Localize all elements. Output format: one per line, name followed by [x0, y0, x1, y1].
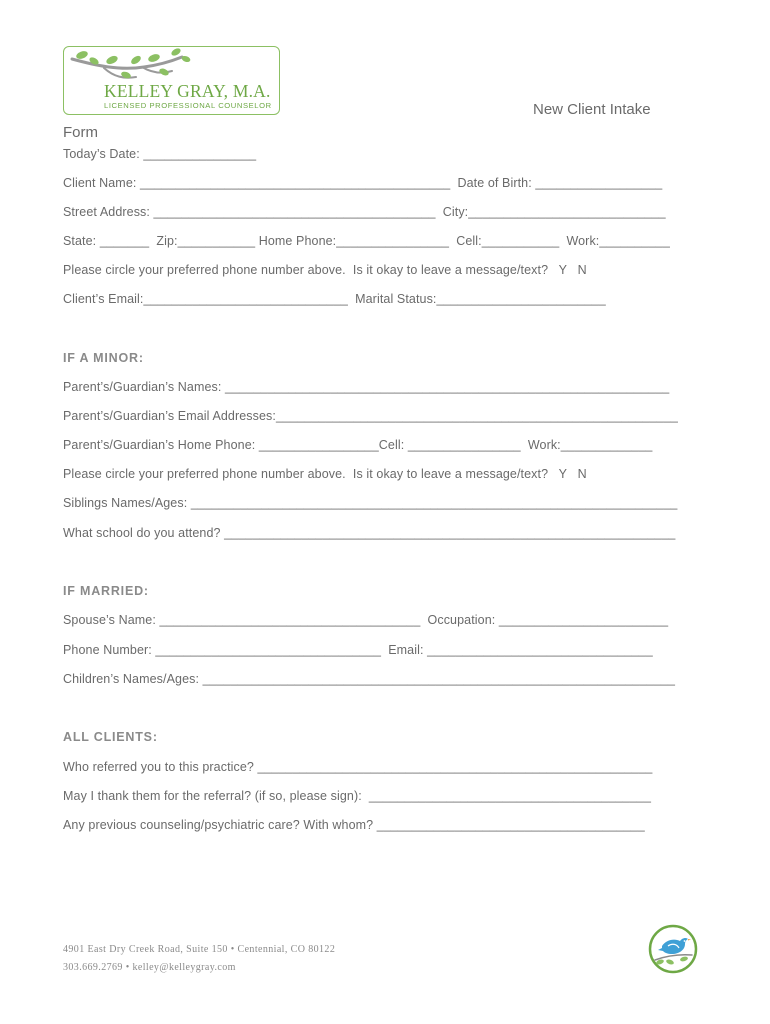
logo-subtitle: LICENSED PROFESSIONAL COUNSELOR: [104, 101, 272, 110]
bird-badge-icon: [648, 924, 698, 974]
logo-name: KELLEY GRAY, M.A.: [104, 81, 271, 101]
state-zip-phones-field[interactable]: State: _______ Zip:___________ Home Phone:________________ Cell:___________ Work:__________: [63, 234, 670, 248]
form-title: New Client Intake: [533, 101, 651, 118]
guardian-emails-field[interactable]: Parent’s/Guardian’s Email Addresses:_________________________________________________________: [63, 409, 678, 423]
children-field[interactable]: Children’s Names/Ages: ___________________________________________________________________: [63, 672, 676, 686]
referral-source-field[interactable]: Who referred you to this practice? ________________________________________________________: [63, 760, 653, 774]
siblings-field[interactable]: Siblings Names/Ages: _____________________________________________________________________: [63, 496, 678, 510]
todays-date-field[interactable]: Today’s Date: ________________: [63, 147, 257, 161]
form-title-continued: Form: [63, 124, 98, 141]
married-section-heading: IF MARRIED:: [63, 584, 149, 598]
minor-section-heading: IF A MINOR:: [63, 351, 144, 365]
previous-care-field[interactable]: Any previous counseling/psychiatric care? With whom? ______________________________________: [63, 818, 645, 832]
practice-logo: [63, 46, 280, 115]
referral-thanks-field[interactable]: May I thank them for the referral? (if so, please sign): ________________________________________: [63, 789, 652, 803]
all-clients-section-heading: ALL CLIENTS:: [63, 730, 158, 744]
spouse-name-occupation-field[interactable]: Spouse’s Name: _____________________________________ Occupation: ________________________: [63, 613, 669, 627]
guardian-names-field[interactable]: Parent’s/Guardian’s Names: _______________________________________________________________: [63, 380, 670, 394]
school-field[interactable]: What school do you attend? ________________________________________________________________: [63, 526, 676, 540]
guardian-phones-field[interactable]: Parent’s/Guardian’s Home Phone: _________________Cell: ________________ Work:_____________: [63, 438, 653, 452]
preferred-phone-question[interactable]: Please circle your preferred phone number above. Is it okay to leave a message/text? Y N: [63, 263, 587, 277]
footer-contact: 303.669.2769 • kelley@kelleygray.com: [63, 962, 236, 973]
footer-address: 4901 East Dry Creek Road, Suite 150 • Centennial, CO 80122: [63, 944, 336, 955]
email-marital-status-field[interactable]: Client’s Email:_____________________________ Marital Status:________________________: [63, 292, 606, 306]
spouse-phone-email-field[interactable]: Phone Number: ________________________________ Email: ________________________________: [63, 643, 653, 657]
street-address-city-field[interactable]: Street Address: ________________________________________ City:____________________________: [63, 205, 666, 219]
minor-preferred-phone-question[interactable]: Please circle your preferred phone number above. Is it okay to leave a message/text? Y N: [63, 467, 587, 481]
client-name-dob-field[interactable]: Client Name: ____________________________________________ Date of Birth: __________________: [63, 176, 663, 190]
